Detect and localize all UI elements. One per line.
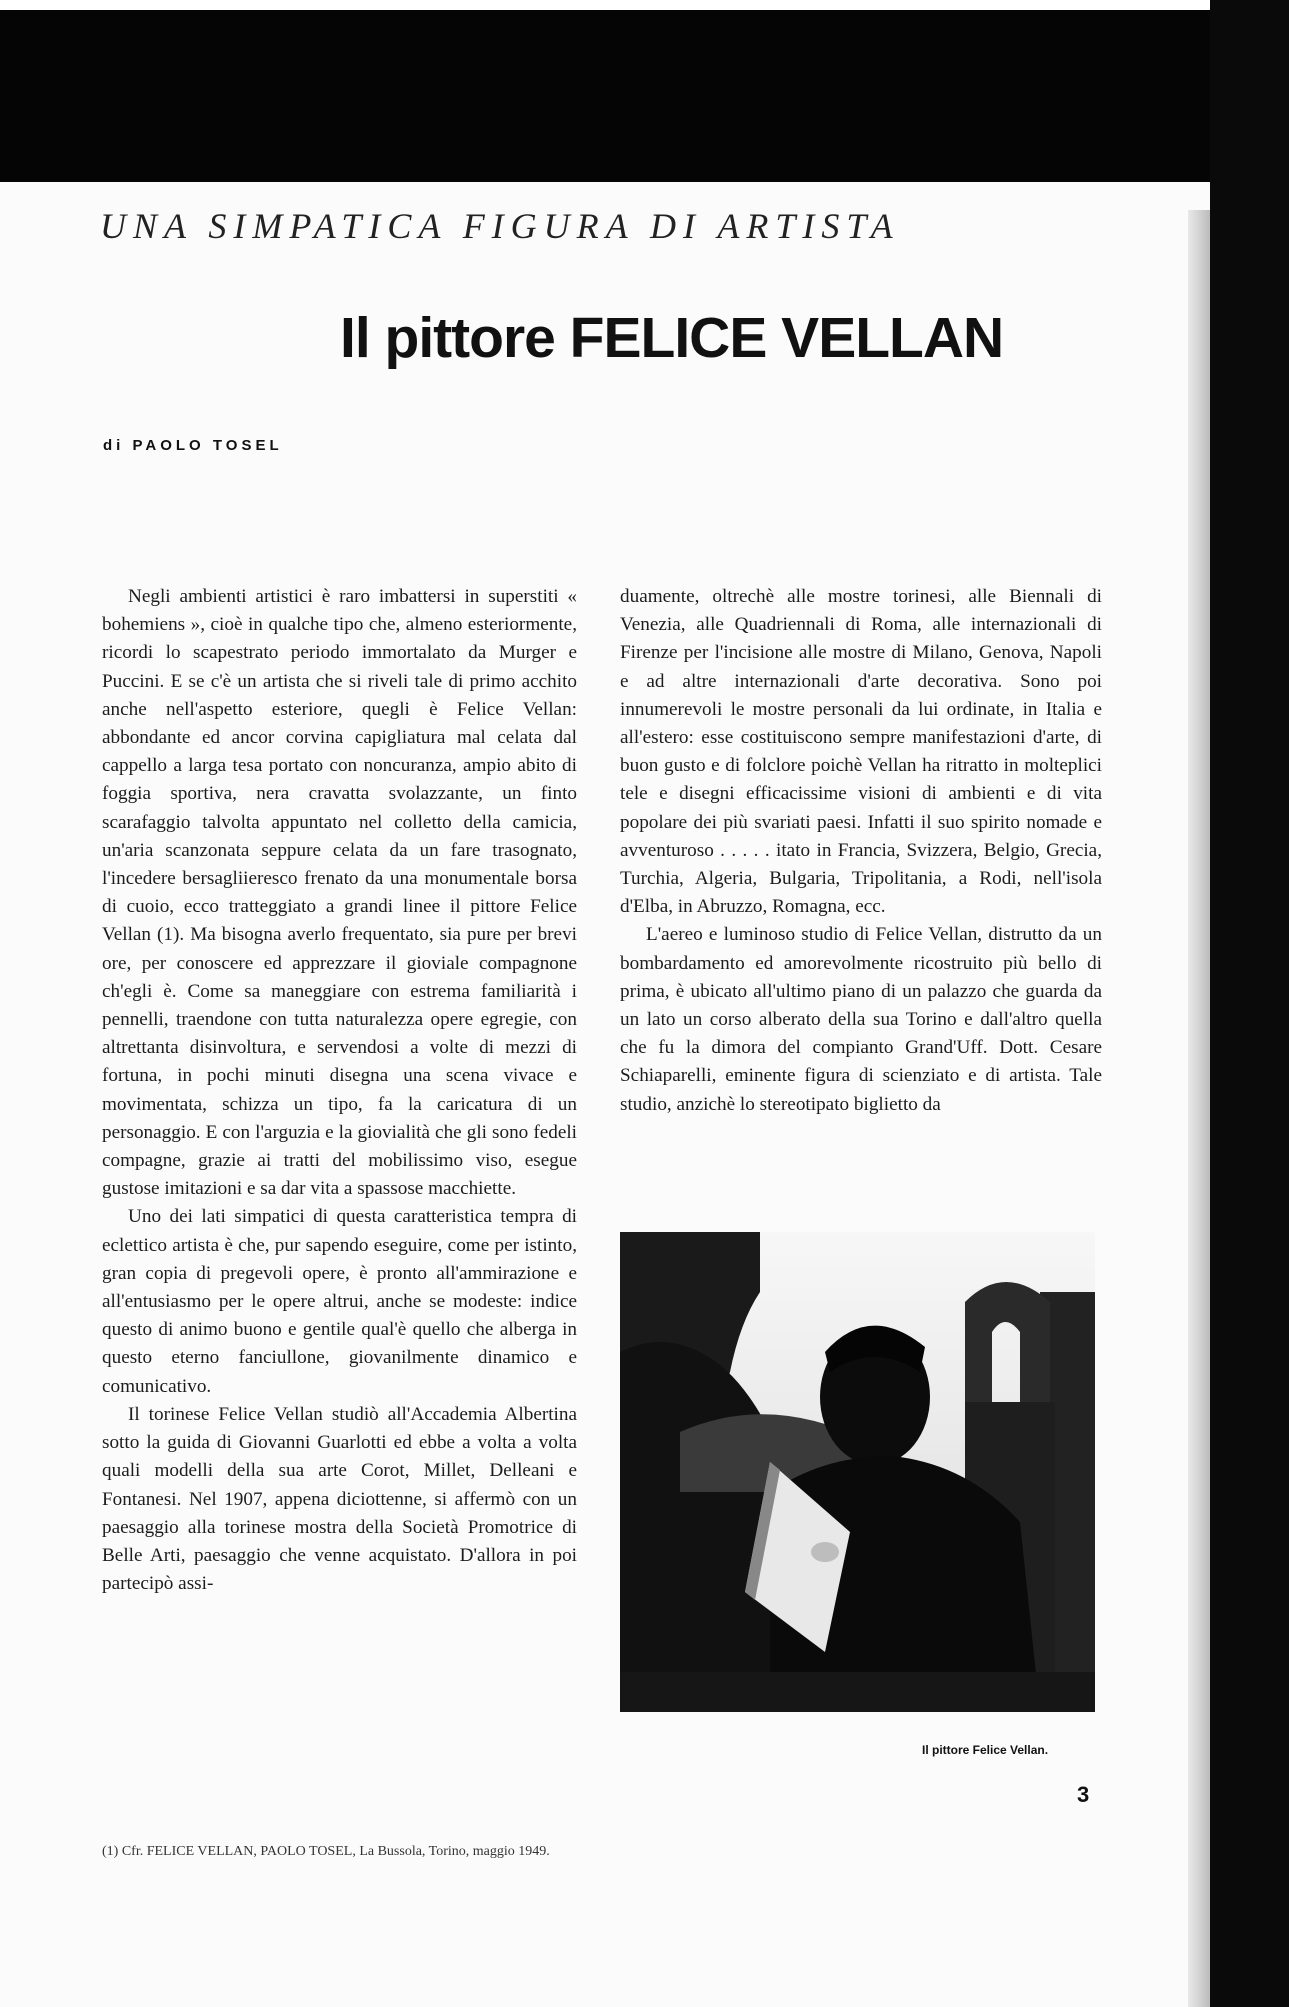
paragraph: Uno dei lati simpatici di questa caratteristica tempra di eclettico artista è che, pur sapendo eseguire, come per istinto, gran copia di pregevoli opere, è pronto all'ammirazione e all'entusiasmo per le opere altrui, anche se modeste: indice questo di animo buono e gentile qual'è quello che alberga in questo eterno fanciullone, giovanilmente dinamico e comunicativo. bbox=[102, 1206, 577, 1397]
paragraph: Negli ambienti artistici è raro imbattersi in superstiti « bohemiens », cioè in qualche tipo che, almeno esteriormente, ricordi lo scapestrato periodo immortalato da Murger e Puccini. E se c'è un artista che si riveli tale di primo acchito anche nell'aspetto esteriore, quegli è Felice Vellan: abbondante ed ancor corvina capigliatura mal celata dal cappello a larga tesa portato con noncuranza, ampio abito di foggia sportiva, nera cravatta svolazzante, un finto scarafaggio talvolta appuntato nel colletto della camicia, un'aria scanzonata seppure celata da un fare trasognato, l'incedere bersagliieresco frenato da una monumentale borsa di cuoio, ecco tratteggiato a grandi linee il pittore Felice Vellan (1). Ma bisogna averlo frequentato, sia pure per brevi ore, per conoscere ed apprezzare il gioviale compagnone ch'egli è. Come sa maneggiare con estrema familiarità i pennelli, traendone con tutta naturalezza opere egregie, con altrettanta disinvoltura, e servendosi a volte di mezzi di fortuna, in pochi minuti disegna una scena vivace e movimentata, schizza un tipo, fa la caricatura di un personaggio. E con l'arguzia e la giovialità che gli sono fedeli compagne, grazie ai tratti del mobilissimo viso, esegue gustose imitazioni e sa dar vita a spassose macchiette. bbox=[102, 586, 577, 1200]
paragraph: L'aereo e luminoso studio di Felice Vellan, distrutto da un bombardamento ed amorevolmente ricostruito più bello di prima, è ubicato all'ultimo piano di un palazzo che guarda da un lato un corso alberato della sua Torino e dall'altro quella che fu la dimora del compianto Grand'Uff. Dott. Cesare Schiaparelli, eminente figura di scienziato e di artista. Tale studio, anzichè lo stereotipato biglietto da bbox=[620, 924, 1102, 1115]
artist-photo-image bbox=[620, 1232, 1095, 1712]
article-title: Il pittore FELICE VELLAN bbox=[340, 306, 1004, 370]
paragraph: Il torinese Felice Vellan studiò all'Accademia Albertina sotto la guida di Giovanni Guarlotti ed ebbe a volta a volta quali modelli della sua arte Corot, Millet, Delleani e Fontanesi. Nel 1907, appena diciottenne, si affermò con un paesaggio alla torinese mostra della Società Promotrice di Belle Arti, paesaggio che venne acquistato. D'allora in poi partecipò assi- bbox=[102, 1403, 577, 1595]
page-number: 3 bbox=[1077, 1782, 1090, 1807]
artist-photo bbox=[620, 1232, 1095, 1712]
left-column bbox=[102, 583, 577, 1598]
page-edge-shadow bbox=[1188, 210, 1210, 2007]
article-byline: di PAOLO TOSEL bbox=[103, 437, 283, 454]
footnote: (1) Cfr. FELICE VELLAN, PAOLO TOSEL, La Bussola, Torino, maggio 1949. bbox=[102, 1844, 550, 1859]
scan-border bbox=[0, 0, 1210, 10]
right-column bbox=[620, 583, 1102, 1119]
paragraph: duamente, oltrechè alle mostre torinesi, alle Biennali di Venezia, alle Quadriennali di Roma, alle internazionali di Firenze per l'incisione alle mostre di Milano, Genova, Napoli e ad altre internazionali d'arte decorativa. Sono poi innumerevoli le mostre personali da lui ordinate, in Italia e all'estero: esse costituiscono sempre manifestazioni d'arte, di buon gusto e di folclore poichè Vellan ha ritratto in molteplici tele e disegni efficacissime visioni di ambienti e di vita popolare dei più svariati paesi. Infatti il suo spirito nomade e avventuroso . . . . . itato in Francia, Svizzera, Belgio, Grecia, Turchia, Algeria, Bulgaria, Tripolitania, a Rodi, nell'isola d'Elba, in Abruzzo, Romagna, ecc. bbox=[620, 586, 1102, 918]
scan-background-top bbox=[0, 0, 1210, 182]
article-overline: UNA SIMPATICA FIGURA DI ARTISTA bbox=[100, 206, 900, 246]
scan-background-right bbox=[1210, 0, 1289, 2007]
photo-caption: Il pittore Felice Vellan. bbox=[922, 1743, 1049, 1757]
